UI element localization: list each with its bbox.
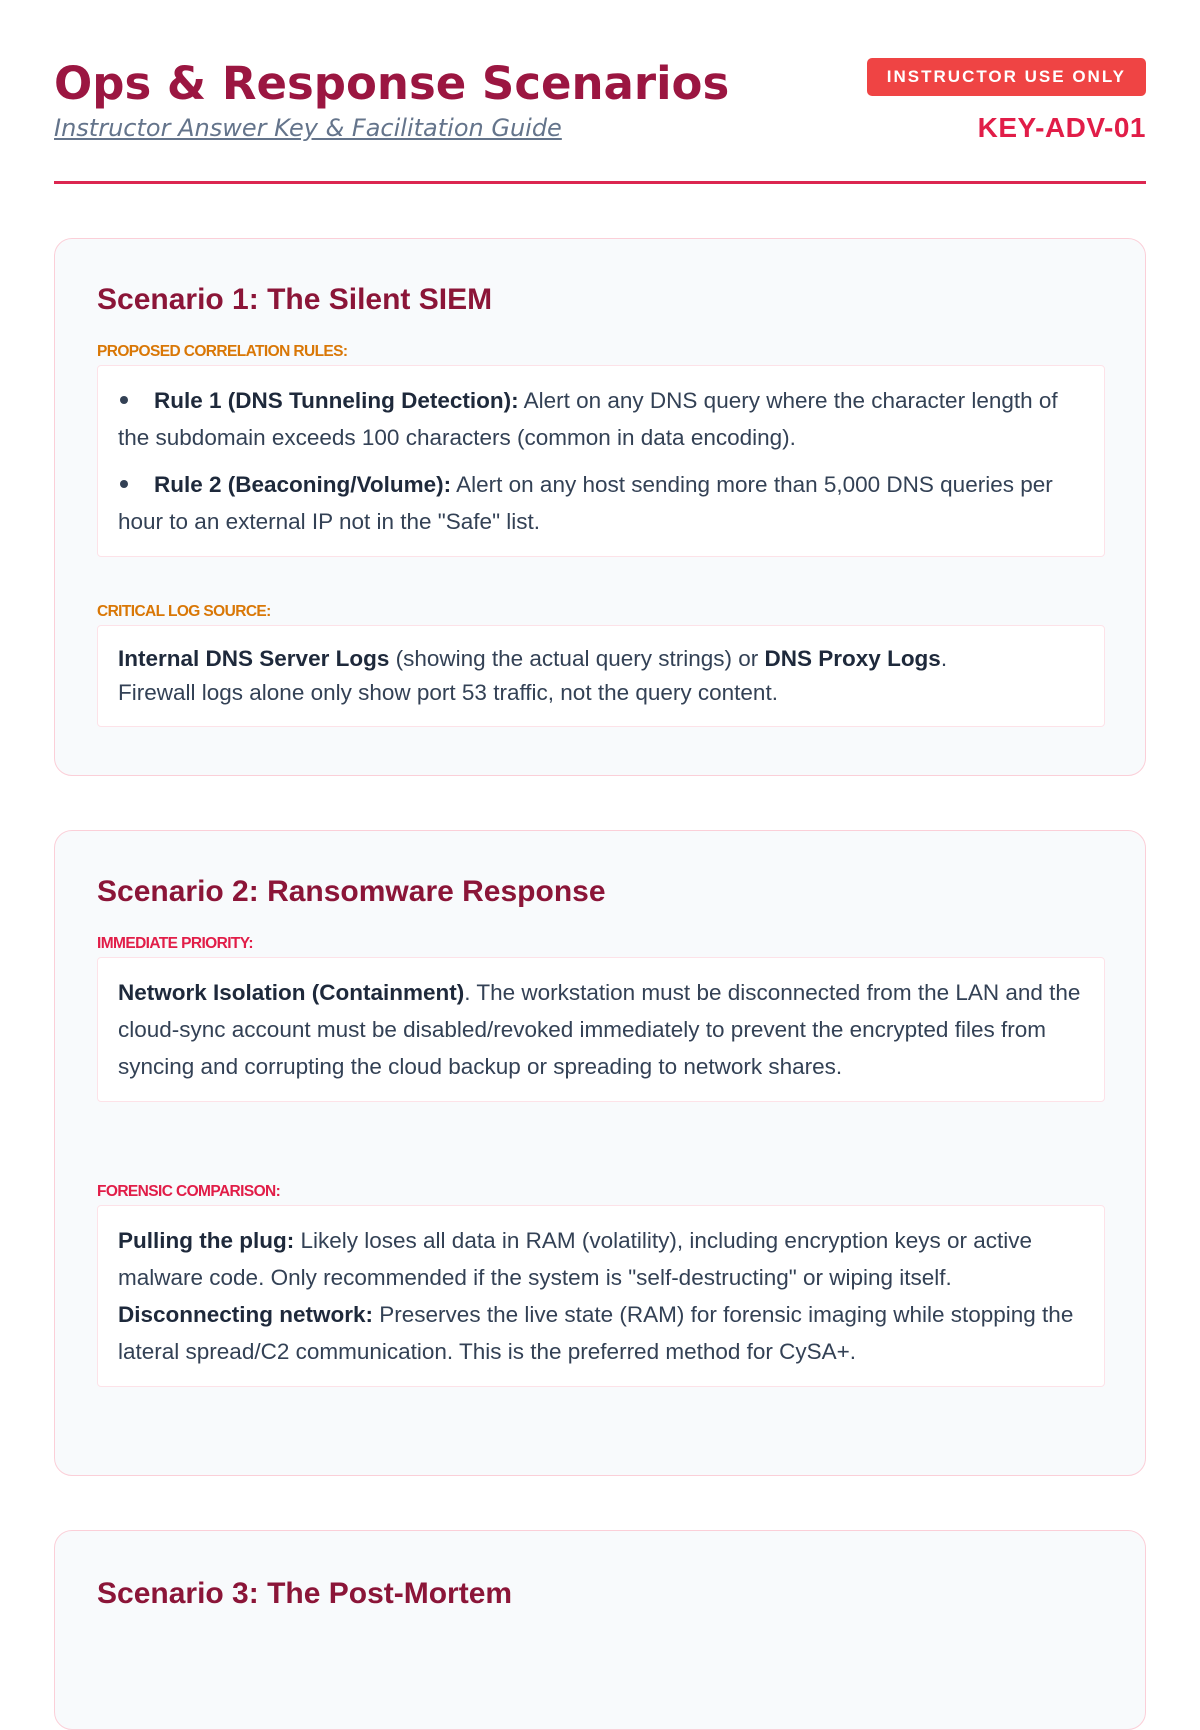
priority-text: . The workstation must be disconnected from the LAN and the cloud-sync account must be disabled/revoked immediately to prevent the encrypted files from syncing and corrupting the cloud backup or spreading to network shares. [118, 980, 1081, 1079]
disconnecting-network-paragraph [118, 1296, 1084, 1370]
scenario-1-title: Scenario 1: The Silent SIEM [97, 283, 493, 316]
scenario-2-title: Scenario 2: Ransomware Response [97, 875, 606, 908]
scenario-1-card [54, 238, 1146, 776]
list-item [118, 466, 1084, 540]
forensic-comparison-label: FORENSIC COMPARISON: [97, 1183, 281, 1200]
pulling-plug-paragraph [118, 1222, 1084, 1296]
disconnecting-network-text: Preserves the live state (RAM) for forensic imaging while stopping the lateral spread/C2 communication. This is the preferred method for CySA+. [118, 1302, 1074, 1364]
dns-server-logs: Internal DNS Server Logs [118, 646, 390, 671]
page-subtitle: Instructor Answer Key & Facilitation Guide [54, 114, 562, 142]
scenario-3-card [54, 1530, 1146, 1730]
rule-2-text: Alert on any host sending more than 5,000 DNS queries per hour to an external IP not in the "Safe" list. [118, 472, 1053, 534]
bullet-dot [120, 396, 128, 404]
forensic-comparison-box [97, 1205, 1105, 1387]
log-source-period: . [940, 646, 948, 671]
scenario-2-card [54, 830, 1146, 1476]
immediate-priority-box [97, 957, 1105, 1102]
log-source-line-2: Firewall logs alone only show port 53 traffic, not the query content. [118, 680, 778, 705]
log-source-line-1 [118, 642, 1084, 676]
immediate-priority-label: IMMEDIATE PRIORITY: [97, 935, 253, 952]
document-key-id: KEY-ADV-01 [977, 112, 1146, 143]
bullet-dot [120, 480, 128, 488]
pulling-plug-text: Likely loses all data in RAM (volatility), including encryption keys or active malware code. Only recommended if the system is "self-destructing" or wiping itself. [118, 1228, 1033, 1290]
dns-proxy-logs: DNS Proxy Logs [764, 646, 941, 671]
log-source-box [97, 625, 1105, 727]
log-source-text: (showing the actual query strings) or [389, 646, 765, 671]
correlation-rules-label: PROPOSED CORRELATION RULES: [97, 343, 348, 360]
document-header [54, 58, 1146, 184]
instructor-badge: INSTRUCTOR USE ONLY [867, 58, 1146, 96]
disconnecting-network-title: Disconnecting network: [118, 1302, 374, 1327]
scenario-3-title: Scenario 3: The Post-Mortem [97, 1577, 513, 1610]
list-item [118, 382, 1084, 456]
network-isolation: Network Isolation (Containment) [118, 980, 465, 1005]
correlation-rules-box [97, 365, 1105, 557]
rule-1-text: Alert on any DNS query where the character length of the subdomain exceeds 100 characters (common in data encoding). [118, 388, 1058, 450]
pulling-plug-title: Pulling the plug: [118, 1228, 295, 1253]
rule-1-title: Rule 1 (DNS Tunneling Detection): [154, 388, 519, 413]
page-title: Ops & Response Scenarios [54, 57, 730, 110]
log-source-label: CRITICAL LOG SOURCE: [97, 603, 271, 620]
rule-2-title: Rule 2 (Beaconing/Volume): [154, 472, 452, 497]
